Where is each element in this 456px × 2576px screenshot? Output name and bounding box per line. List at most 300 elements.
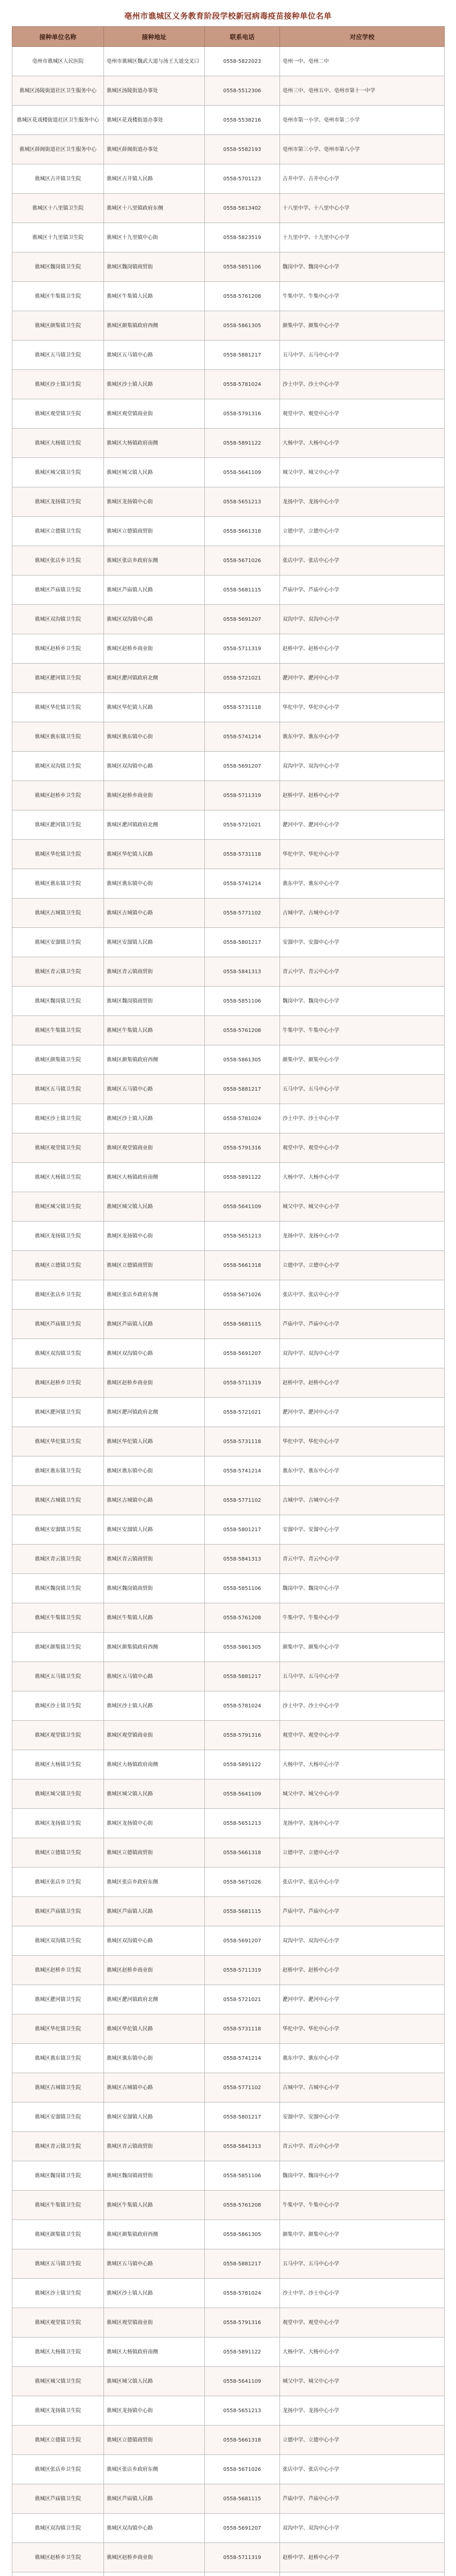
phone-cell: 0558-5891122	[205, 429, 280, 458]
address-cell: 谯城区华佗镇人民路	[104, 2014, 205, 2044]
site-name-cell: 谯城区青云镇卫生院	[12, 957, 104, 987]
table-row	[12, 781, 445, 810]
phone-cell: 0558-5761208	[205, 1603, 280, 1633]
address-cell: 谯城区魏岗镇商贸街	[104, 1574, 205, 1603]
table-row	[12, 252, 445, 282]
phone-cell: 0558-5761208	[205, 2191, 280, 2220]
address-cell: 谯城区龙扬镇中心街	[104, 2396, 205, 2426]
address-cell: 谯城区立德镇商贸街	[104, 517, 205, 546]
table-row	[12, 1868, 445, 1897]
phone-cell: 0558-5691207	[205, 1339, 280, 1368]
address-cell: 谯城区观堂镇商业街	[104, 399, 205, 429]
address-cell: 谯城区魏岗镇商贸街	[104, 987, 205, 1016]
site-name-cell: 谯城区张店乡卫生院	[12, 1280, 104, 1310]
address-cell: 谯城区华佗镇人民路	[104, 693, 205, 722]
table-row	[12, 1045, 445, 1075]
table-row	[12, 752, 445, 781]
phone-cell: 0558-5691207	[205, 752, 280, 781]
site-name-cell: 谯城区沙土镇卫生院	[12, 1691, 104, 1721]
address-cell: 谯城区双沟镇中心路	[104, 1926, 205, 1956]
schools-cell: 魏岗中学、魏岗中心小学	[280, 1574, 445, 1603]
schools-cell: 淝河中学、淝河中心小学	[280, 1398, 445, 1427]
schools-cell: 淝河中学、淝河中心小学	[280, 810, 445, 840]
schools-cell: 华佗中学、华佗中心小学	[280, 693, 445, 722]
site-name-cell: 谯城区龙扬镇卫生院	[12, 2396, 104, 2426]
phone-cell: 0558-5781024	[205, 2279, 280, 2308]
table-row	[12, 693, 445, 722]
address-cell: 谯城区五马镇中心路	[104, 1662, 205, 1691]
phone-cell: 0558-5582193	[205, 135, 280, 164]
table-row	[12, 2455, 445, 2484]
site-name-cell: 谯城区观堂镇卫生院	[12, 1721, 104, 1750]
site-name-cell: 谯城区古城镇卫生院	[12, 899, 104, 928]
table-row	[12, 164, 445, 194]
address-cell: 谯城区牛集镇人民路	[104, 1603, 205, 1633]
column-header-schools: 对应学校	[280, 27, 445, 47]
phone-cell: 0558-5671026	[205, 546, 280, 575]
site-name-cell: 谯城区牛集镇卫生院	[12, 1603, 104, 1633]
table-row	[12, 1075, 445, 1104]
address-cell: 谯城区古城镇中心路	[104, 1486, 205, 1515]
table-row	[12, 2044, 445, 2073]
table-row	[12, 2543, 445, 2572]
phone-cell: 0558-5771102	[205, 899, 280, 928]
site-name-cell: 谯城区立德镇卫生院	[12, 517, 104, 546]
site-name-cell: 谯城区大杨镇卫生院	[12, 1750, 104, 1780]
schools-cell: 赵桥中学、赵桥中心小学	[280, 1956, 445, 1985]
table-row	[12, 2132, 445, 2161]
phone-cell: 0558-5711319	[205, 1368, 280, 1398]
table-row	[12, 399, 445, 429]
address-cell: 谯城区沙土镇人民路	[104, 370, 205, 399]
address-cell: 谯城区观堂镇商业街	[104, 1133, 205, 1163]
address-cell: 谯城区大杨镇政府南侧	[104, 1163, 205, 1192]
site-name-cell: 谯城区沙土镇卫生院	[12, 370, 104, 399]
site-name-cell: 谯城区谯东镇卫生院	[12, 869, 104, 899]
schools-cell: 沙土中学、沙土中心小学	[280, 1104, 445, 1133]
address-cell: 谯城区赵桥乡商业街	[104, 1956, 205, 1985]
phone-cell: 0558-5721021	[205, 1985, 280, 2014]
site-name-cell: 谯城区双沟镇卫生院	[12, 605, 104, 634]
site-name-cell: 谯城区淝河镇卫生院	[12, 810, 104, 840]
site-name-cell: 谯城区淝河镇卫生院	[12, 1398, 104, 1427]
phone-cell: 0558-5721021	[205, 1398, 280, 1427]
table-row	[12, 987, 445, 1016]
table-row	[12, 194, 445, 223]
phone-cell: 0558-5731118	[205, 2014, 280, 2044]
schools-cell: 颜集中学、颜集中心小学	[280, 311, 445, 341]
schools-cell: 淝河中学、淝河中心小学	[280, 664, 445, 693]
column-header-site-name: 接种单位名称	[12, 27, 104, 47]
site-name-cell: 谯城区青云镇卫生院	[12, 1545, 104, 1574]
schools-cell: 谯东中学、谯东中心小学	[280, 2044, 445, 2073]
address-cell: 谯城区颜集镇政府西侧	[104, 311, 205, 341]
schools-cell: 赵桥中学、赵桥中心小学	[280, 2543, 445, 2572]
schools-cell: 亳州三中、亳州五中、亳州市第十一中学	[280, 76, 445, 106]
schools-cell: 赵桥中学、赵桥中心小学	[280, 1368, 445, 1398]
address-cell: 谯城区城父镇人民路	[104, 458, 205, 487]
schools-cell: 安溜中学、安溜中心小学	[280, 928, 445, 957]
site-name-cell: 谯城区立德镇卫生院	[12, 1838, 104, 1868]
schools-cell: 颜集中学、颜集中心小学	[280, 1045, 445, 1075]
site-name-cell: 谯城区魏岗镇卫生院	[12, 252, 104, 282]
table-row	[12, 1603, 445, 1633]
table-row	[12, 106, 445, 135]
site-name-cell: 谯城区谯东镇卫生院	[12, 2044, 104, 2073]
phone-cell: 0558-5861305	[205, 311, 280, 341]
schools-cell: 五马中学、五马中心小学	[280, 1075, 445, 1104]
table-row	[12, 840, 445, 869]
schools-cell	[280, 2572, 445, 2576]
schools-cell: 立德中学、立德中心小学	[280, 1251, 445, 1280]
address-cell: 谯城区古井镇人民路	[104, 164, 205, 194]
schools-cell: 魏岗中学、魏岗中心小学	[280, 2161, 445, 2191]
site-name-cell: 谯城区赵桥乡卫生院	[12, 634, 104, 664]
site-name-cell: 谯城区谯东镇卫生院	[12, 722, 104, 752]
schools-cell: 古井中学、古井中心小学	[280, 164, 445, 194]
schools-cell: 亳州市第一小学、亳州市第二小学	[280, 106, 445, 135]
table-row	[12, 2014, 445, 2044]
address-cell: 谯城区张店乡政府东侧	[104, 546, 205, 575]
schools-cell: 芦庙中学、芦庙中心小学	[280, 1897, 445, 1926]
schools-cell: 沙土中学、沙土中心小学	[280, 370, 445, 399]
phone-cell: 0558-5891122	[205, 1163, 280, 1192]
schools-cell: 青云中学、青云中心小学	[280, 957, 445, 987]
address-cell: 谯城区赵桥乡商业街	[104, 2543, 205, 2572]
phone-cell	[205, 2572, 280, 2576]
site-name-cell: 谯城区芦庙镇卫生院	[12, 2484, 104, 2514]
phone-cell: 0558-5823519	[205, 223, 280, 252]
phone-cell: 0558-5731118	[205, 693, 280, 722]
table-row	[12, 1163, 445, 1192]
table-row	[12, 1838, 445, 1868]
schools-cell: 张店中学、张店中心小学	[280, 546, 445, 575]
schools-cell: 颜集中学、颜集中心小学	[280, 1633, 445, 1662]
address-cell: 谯城区龙扬镇中心街	[104, 487, 205, 517]
schools-cell: 魏岗中学、魏岗中心小学	[280, 987, 445, 1016]
site-name-cell: 谯城区双沟镇卫生院	[12, 752, 104, 781]
table-row	[12, 2073, 445, 2103]
table-row	[12, 1192, 445, 1222]
site-name-cell: 谯城区华佗镇卫生院	[12, 2014, 104, 2044]
site-name-cell: 谯城区沙土镇卫生院	[12, 1104, 104, 1133]
site-name-cell: 谯城区赵桥乡卫生院	[12, 781, 104, 810]
address-cell: 谯城区华佗镇人民路	[104, 1427, 205, 1456]
table-row	[12, 1780, 445, 1809]
table-row	[12, 1456, 445, 1486]
phone-cell: 0558-5721021	[205, 664, 280, 693]
address-cell: 谯城区沙土镇人民路	[104, 2279, 205, 2308]
table-row	[12, 2572, 445, 2576]
address-cell: 谯城区龙扬镇中心街	[104, 1809, 205, 1838]
phone-cell: 0558-5671026	[205, 2455, 280, 2484]
schools-cell: 五马中学、五马中心小学	[280, 2249, 445, 2279]
address-cell: 谯城区青云镇商贸街	[104, 1545, 205, 1574]
address-cell: 谯城区大杨镇政府南侧	[104, 2337, 205, 2367]
phone-cell: 0558-5801217	[205, 1515, 280, 1545]
table-row	[12, 1398, 445, 1427]
site-name-cell: 谯城区十八里镇卫生院	[12, 194, 104, 223]
address-cell: 谯城区安溜镇人民路	[104, 2103, 205, 2132]
phone-cell: 0558-5691207	[205, 605, 280, 634]
phone-cell: 0558-5641109	[205, 458, 280, 487]
phone-cell: 0558-5841313	[205, 1545, 280, 1574]
address-cell: 谯城区淝河镇政府北侧	[104, 664, 205, 693]
phone-cell: 0558-5771102	[205, 1486, 280, 1515]
table-row	[12, 1515, 445, 1545]
table-row	[12, 1809, 445, 1838]
schools-cell: 龙扬中学、龙扬中心小学	[280, 1809, 445, 1838]
phone-cell: 0558-5813402	[205, 194, 280, 223]
site-name-cell: 谯城区古城镇卫生院	[12, 2073, 104, 2103]
schools-cell: 双沟中学、双沟中心小学	[280, 1926, 445, 1956]
schools-cell: 大杨中学、大杨中心小学	[280, 1163, 445, 1192]
schools-cell: 青云中学、青云中心小学	[280, 1545, 445, 1574]
site-name-cell: 谯城区魏岗镇卫生院	[12, 987, 104, 1016]
schools-cell: 颜集中学、颜集中心小学	[280, 2220, 445, 2249]
site-name-cell: 谯城区十九里镇卫生院	[12, 223, 104, 252]
phone-cell: 0558-5781024	[205, 1691, 280, 1721]
phone-cell: 0558-5671026	[205, 1280, 280, 1310]
phone-cell: 0558-5881217	[205, 341, 280, 370]
site-name-cell: 谯城区五马镇卫生院	[12, 341, 104, 370]
schools-cell: 十八里中学、十八里中心小学	[280, 194, 445, 223]
phone-cell: 0558-5841313	[205, 2132, 280, 2161]
table-row	[12, 2426, 445, 2455]
table-row	[12, 2337, 445, 2367]
site-name-cell: 谯城区大杨镇卫生院	[12, 429, 104, 458]
table-row	[12, 899, 445, 928]
address-cell: 亳州市谯城区魏武大道与汤王大道交叉口	[104, 47, 205, 76]
site-name-cell: 谯城区五马镇卫生院	[12, 1075, 104, 1104]
address-cell: 谯城区芦庙镇人民路	[104, 575, 205, 605]
table-row	[12, 1633, 445, 1662]
schools-cell: 大杨中学、大杨中心小学	[280, 1750, 445, 1780]
table-row	[12, 1985, 445, 2014]
phone-cell: 0558-5791316	[205, 1133, 280, 1163]
phone-cell: 0558-5651213	[205, 487, 280, 517]
address-cell: 谯城区赵桥乡商业街	[104, 1368, 205, 1398]
address-cell: 谯城区大杨镇政府南侧	[104, 1750, 205, 1780]
schools-cell: 赵桥中学、赵桥中心小学	[280, 634, 445, 664]
table-row	[12, 2279, 445, 2308]
phone-cell: 0558-5761208	[205, 1016, 280, 1045]
address-cell: 谯城区五马镇中心路	[104, 1075, 205, 1104]
table-row	[12, 429, 445, 458]
schools-cell: 城父中学、城父中心小学	[280, 458, 445, 487]
phone-cell: 0558-5881217	[205, 1662, 280, 1691]
phone-cell: 0558-5641109	[205, 1780, 280, 1809]
schools-cell: 牛集中学、牛集中心小学	[280, 2191, 445, 2220]
site-name-cell: 谯城区城父镇卫生院	[12, 458, 104, 487]
address-cell: 谯城区花戏楼街道办事处	[104, 106, 205, 135]
address-cell: 谯城区赵桥乡商业街	[104, 634, 205, 664]
phone-cell: 0558-5641109	[205, 2367, 280, 2396]
table-row	[12, 1956, 445, 1985]
schools-cell: 赵桥中学、赵桥中心小学	[280, 781, 445, 810]
site-name-cell: 谯城区颜集镇卫生院	[12, 1045, 104, 1075]
phone-cell: 0558-5721021	[205, 810, 280, 840]
address-cell: 谯城区薛阁街道办事处	[104, 135, 205, 164]
phone-cell: 0558-5651213	[205, 2396, 280, 2426]
site-name-cell: 谯城区牛集镇卫生院	[12, 282, 104, 311]
address-cell: 谯城区古城镇中心路	[104, 2073, 205, 2103]
site-name-cell: 谯城区谯东镇卫生院	[12, 1456, 104, 1486]
schools-cell: 龙扬中学、龙扬中心小学	[280, 487, 445, 517]
schools-cell: 古城中学、古城中心小学	[280, 1486, 445, 1515]
site-name-cell: 谯城区龙扬镇卫生院	[12, 1222, 104, 1251]
schools-cell: 双沟中学、双沟中心小学	[280, 1339, 445, 1368]
schools-cell: 观堂中学、观堂中心小学	[280, 1133, 445, 1163]
schools-cell: 观堂中学、观堂中心小学	[280, 1721, 445, 1750]
address-cell: 谯城区华佗镇人民路	[104, 840, 205, 869]
phone-cell: 0558-5801217	[205, 2103, 280, 2132]
site-name-cell: 谯城区赵桥乡卫生院	[12, 1956, 104, 1985]
phone-cell: 0558-5741214	[205, 1456, 280, 1486]
address-cell: 谯城区五马镇中心路	[104, 341, 205, 370]
table-row	[12, 2396, 445, 2426]
schools-cell: 五马中学、五马中心小学	[280, 1662, 445, 1691]
phone-cell: 0558-5801217	[205, 928, 280, 957]
address-cell: 谯城区观堂镇商业街	[104, 2308, 205, 2337]
site-name-cell: 谯城区安溜镇卫生院	[12, 1515, 104, 1545]
table-row	[12, 2514, 445, 2543]
table-row	[12, 2308, 445, 2337]
site-name-cell: 谯城区大杨镇卫生院	[12, 1163, 104, 1192]
address-cell: 谯城区颜集镇政府西侧	[104, 1045, 205, 1075]
site-name-cell: 谯城区双沟镇卫生院	[12, 1926, 104, 1956]
site-name-cell: 谯城区华佗镇卫生院	[12, 840, 104, 869]
schools-cell: 芦庙中学、芦庙中心小学	[280, 1310, 445, 1339]
phone-cell: 0558-5661318	[205, 517, 280, 546]
site-name-cell: 谯城区城父镇卫生院	[12, 1780, 104, 1809]
phone-cell: 0558-5851106	[205, 2161, 280, 2191]
phone-cell: 0558-5661318	[205, 2426, 280, 2455]
schools-cell: 古城中学、古城中心小学	[280, 2073, 445, 2103]
site-name-cell: 谯城区花戏楼街道社区卫生服务中心	[12, 106, 104, 135]
schools-cell: 魏岗中学、魏岗中心小学	[280, 252, 445, 282]
schools-cell: 张店中学、张店中心小学	[280, 2455, 445, 2484]
address-cell: 谯城区双沟镇中心路	[104, 1339, 205, 1368]
address-cell: 谯城区谯东镇中心街	[104, 1456, 205, 1486]
address-cell: 谯城区十九里镇中心街	[104, 223, 205, 252]
phone-cell: 0558-5881217	[205, 1075, 280, 1104]
site-name-cell: 谯城区芦庙镇卫生院	[12, 1310, 104, 1339]
table-row	[12, 1897, 445, 1926]
table-row	[12, 282, 445, 311]
address-cell: 谯城区芦庙镇人民路	[104, 1310, 205, 1339]
phone-cell: 0558-5881217	[205, 2249, 280, 2279]
address-cell: 谯城区十八里镇政府东侧	[104, 194, 205, 223]
schools-cell: 华佗中学、华佗中心小学	[280, 2014, 445, 2044]
schools-cell: 双沟中学、双沟中心小学	[280, 605, 445, 634]
address-cell: 谯城区淝河镇政府北侧	[104, 810, 205, 840]
phone-cell: 0558-5661318	[205, 1838, 280, 1868]
table-row	[12, 722, 445, 752]
address-cell: 谯城区立德镇商贸街	[104, 1838, 205, 1868]
address-cell: 谯城区龙扬镇中心街	[104, 1222, 205, 1251]
table-row	[12, 311, 445, 341]
site-name-cell: 谯城区立德镇卫生院	[12, 1251, 104, 1280]
phone-cell: 0558-5891122	[205, 2337, 280, 2367]
schools-cell: 双沟中学、双沟中心小学	[280, 752, 445, 781]
site-name-cell: 亳州市谯城区人民医院	[12, 47, 104, 76]
table-row	[12, 1133, 445, 1163]
phone-cell: 0558-5791316	[205, 1721, 280, 1750]
phone-cell: 0558-5741214	[205, 869, 280, 899]
phone-cell: 0558-5841313	[205, 957, 280, 987]
table-row	[12, 223, 445, 252]
table-row	[12, 869, 445, 899]
phone-cell: 0558-5651213	[205, 1222, 280, 1251]
schools-cell: 双沟中学、双沟中心小学	[280, 2514, 445, 2543]
address-cell: 谯城区立德镇商贸街	[104, 2426, 205, 2455]
schools-cell: 十九里中学、十九里中心小学	[280, 223, 445, 252]
phone-cell: 0558-5741214	[205, 2044, 280, 2073]
address-cell: 谯城区谯东镇中心街	[104, 869, 205, 899]
site-name-cell: 谯城区华佗镇卫生院	[12, 693, 104, 722]
phone-cell: 0558-5781024	[205, 1104, 280, 1133]
table-row	[12, 1427, 445, 1456]
table-row	[12, 634, 445, 664]
table-row	[12, 1574, 445, 1603]
schools-cell: 城父中学、城父中心小学	[280, 2367, 445, 2396]
site-name-cell: 谯城区观堂镇卫生院	[12, 2308, 104, 2337]
address-cell: 谯城区安溜镇人民路	[104, 928, 205, 957]
phone-cell: 0558-5661318	[205, 1251, 280, 1280]
address-cell: 谯城区芦庙镇人民路	[104, 1897, 205, 1926]
site-name-cell: 谯城区颜集镇卫生院	[12, 311, 104, 341]
site-name-cell: 谯城区淝河镇卫生院	[12, 1985, 104, 2014]
table-row	[12, 135, 445, 164]
table-row	[12, 664, 445, 693]
schools-cell: 城父中学、城父中心小学	[280, 1192, 445, 1222]
schools-cell: 谯东中学、谯东中心小学	[280, 722, 445, 752]
phone-cell: 0558-5691207	[205, 1926, 280, 1956]
phone-cell: 0558-5681115	[205, 1310, 280, 1339]
table-row	[12, 1016, 445, 1045]
phone-cell: 0558-5711319	[205, 2543, 280, 2572]
address-cell: 谯城区牛集镇人民路	[104, 2191, 205, 2220]
phone-cell: 0558-5781024	[205, 370, 280, 399]
site-name-cell: 谯城区龙扬镇卫生院	[12, 1809, 104, 1838]
schools-cell: 大杨中学、大杨中心小学	[280, 429, 445, 458]
phone-cell: 0558-5791316	[205, 399, 280, 429]
phone-cell: 0558-5731118	[205, 840, 280, 869]
table-row	[12, 1310, 445, 1339]
table-row	[12, 575, 445, 605]
site-name-cell: 谯城区魏岗镇卫生院	[12, 1574, 104, 1603]
site-name-cell: 谯城区双沟镇卫生院	[12, 1339, 104, 1368]
table-header-row	[12, 27, 445, 47]
address-cell: 谯城区魏岗镇商贸街	[104, 252, 205, 282]
schools-cell: 张店中学、张店中心小学	[280, 1868, 445, 1897]
address-cell: 谯城区双沟镇中心路	[104, 2514, 205, 2543]
site-name-cell: 谯城区古城镇卫生院	[12, 1486, 104, 1515]
address-cell: 谯城区牛集镇人民路	[104, 1016, 205, 1045]
address-cell	[104, 2572, 205, 2576]
phone-cell: 0558-5861305	[205, 1045, 280, 1075]
site-name-cell: 谯城区牛集镇卫生院	[12, 1016, 104, 1045]
schools-cell: 观堂中学、观堂中心小学	[280, 399, 445, 429]
address-cell: 谯城区青云镇商贸街	[104, 957, 205, 987]
document-title: 亳州市谯城区义务教育阶段学校新冠病毒疫苗接种单位名单	[124, 11, 332, 21]
address-cell: 谯城区颜集镇政府西侧	[104, 2220, 205, 2249]
address-cell: 谯城区汤陵街道办事处	[104, 76, 205, 106]
address-cell: 谯城区淝河镇政府北侧	[104, 1985, 205, 2014]
site-name-cell: 谯城区魏岗镇卫生院	[12, 2161, 104, 2191]
table-row	[12, 1368, 445, 1398]
